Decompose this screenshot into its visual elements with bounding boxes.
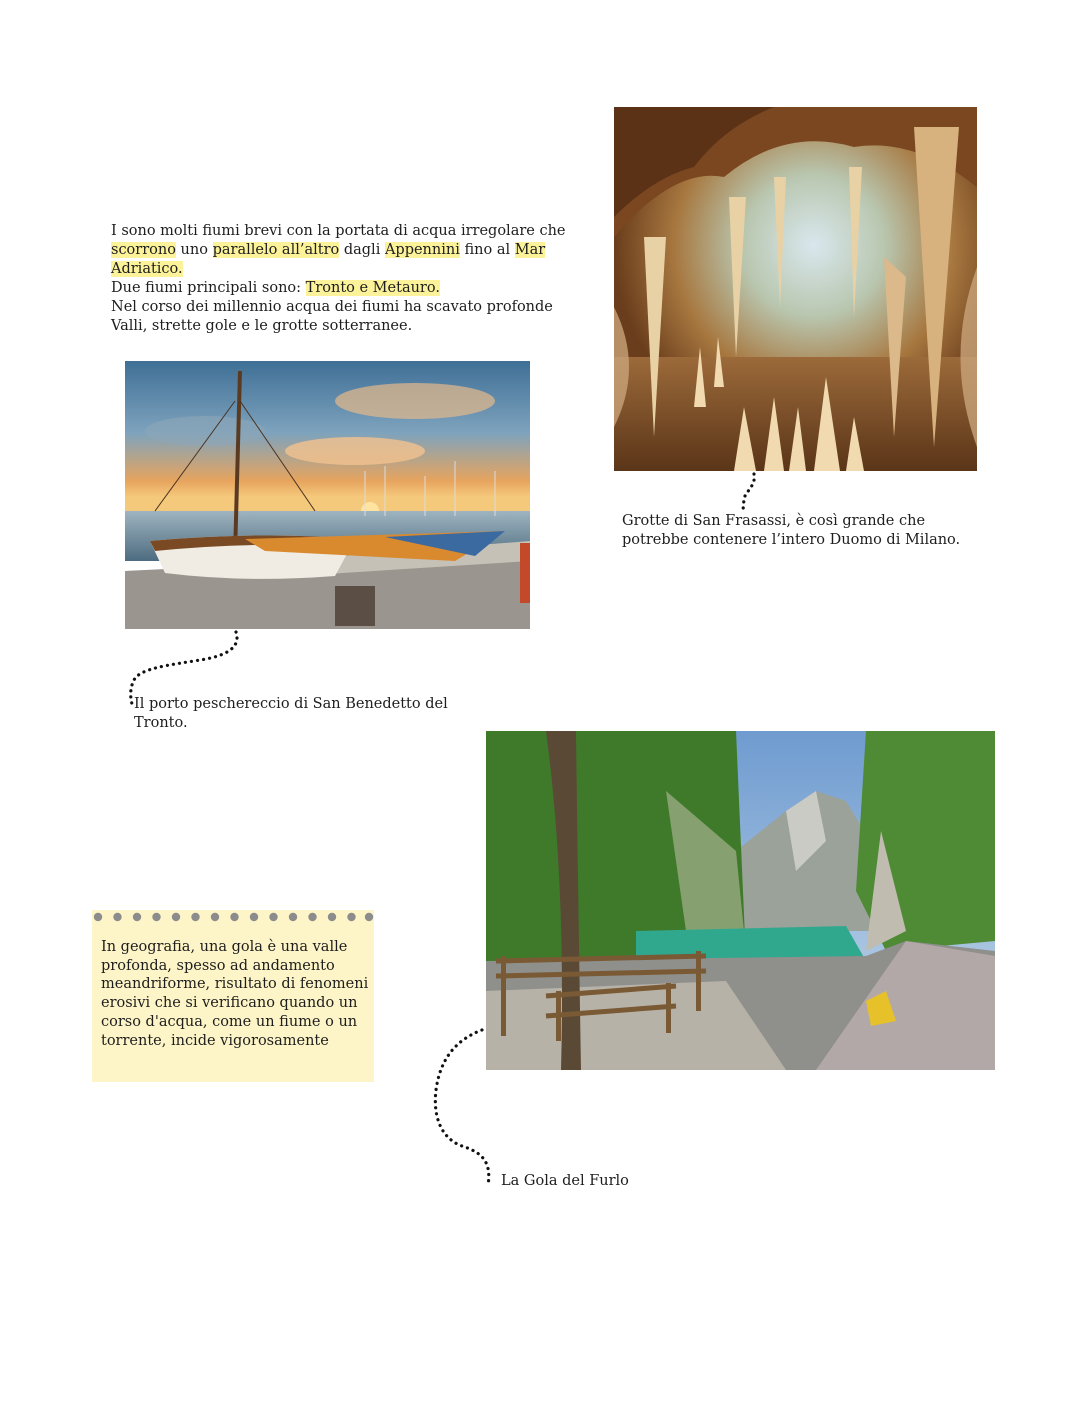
intro-text: Due fiumi principali sono: — [111, 280, 306, 296]
note-text: In geografia, una gola è una valle profonda, spesso ad andamento meandriforme, risultato di fenomeni erosivi che si verificano quando un corso d'acqua, come un fiume o un torrente, incide vigorosamente — [101, 939, 369, 1049]
highlight-appennini: Appennini — [384, 242, 460, 258]
harbor-connector — [131, 632, 237, 704]
intro-line-1: I sono molti fiumi brevi con la portata di acqua irregolare che — [111, 223, 566, 239]
cave-caption-line-1: Grotte di San Frasassi, è così grande che — [622, 513, 926, 529]
harbor-caption-line-1: Il porto peschereccio di San Benedetto del — [134, 696, 448, 712]
intro-text: fino al — [459, 242, 515, 258]
gorge-caption: La Gola del Furlo — [501, 1173, 629, 1189]
highlight-scorrono: scorrono — [111, 242, 176, 258]
cave-connector — [740, 474, 754, 512]
highlight-rivers: Tronto e Metauro. — [305, 280, 440, 296]
gorge-connector — [435, 1030, 488, 1185]
cave-caption-line-2: potrebbe contenere l’intero Duomo di Milano. — [622, 532, 961, 548]
intro-line-6: Valli, strette gole e le grotte sotterranee. — [111, 318, 413, 334]
intro-line-5: Nel corso dei millennio acqua dei fiumi ha scavato profonde — [111, 299, 553, 315]
intro-text: dagli — [339, 242, 385, 258]
harbor-caption-line-2: Tronto. — [134, 715, 188, 731]
highlight-adriatico: Adriatico. — [111, 261, 183, 277]
highlight-mar: Mar — [514, 242, 546, 258]
intro-text: uno — [175, 242, 213, 258]
highlight-parallelo: parallelo all’altro — [212, 242, 340, 258]
